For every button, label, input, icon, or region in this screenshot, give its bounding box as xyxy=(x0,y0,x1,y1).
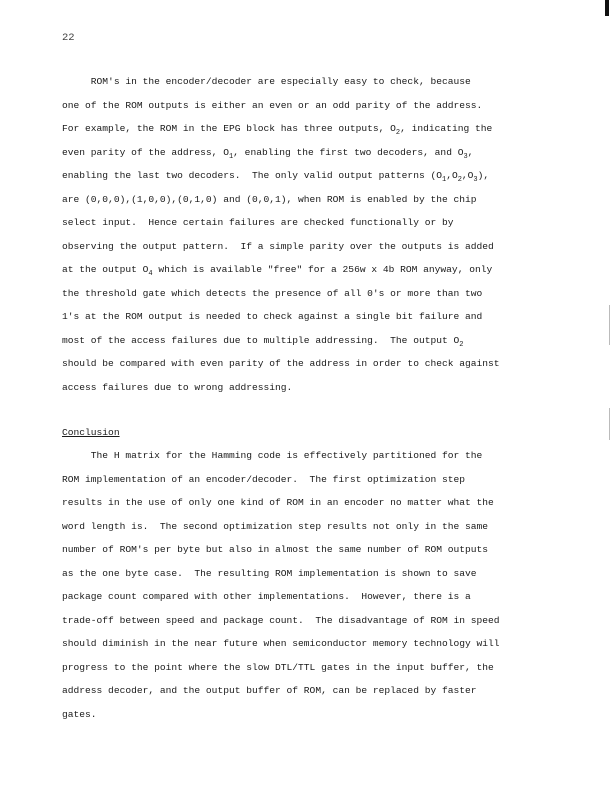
text-segment: which is available "free" for a 256w x 4b ROM anyway, only xyxy=(152,264,493,275)
text-line xyxy=(62,122,592,136)
text-segment: even parity of the address, O xyxy=(62,146,229,158)
margin-scan-mark xyxy=(609,305,610,345)
text-line xyxy=(62,263,592,277)
text-line xyxy=(62,357,592,371)
text-segment: , xyxy=(467,146,474,158)
text-segment: ROM implementation of an encoder/decoder. The first optimization step xyxy=(62,473,466,485)
text-segment: at the output O xyxy=(62,264,149,275)
text-line xyxy=(62,520,592,534)
text-line xyxy=(62,240,592,254)
text-segment: progress to the point where the slow DTL/TTL gates in the input buffer, the xyxy=(62,661,494,673)
text-segment: ), xyxy=(477,170,490,181)
subscript: 4 xyxy=(148,270,153,278)
text-segment: ROM's in the encoder/decoder are especially easy to check, because xyxy=(62,76,471,87)
text-line xyxy=(62,146,592,160)
text-line xyxy=(62,567,592,581)
text-segment: ,O xyxy=(446,170,458,181)
text-segment: as the one byte case. The resulting ROM implementation is shown to save xyxy=(62,567,477,579)
text-segment: should be compared with even parity of the address in order to check against xyxy=(62,358,500,369)
text-line xyxy=(62,381,592,395)
text-segment: , indicating the xyxy=(400,123,493,134)
text-line xyxy=(62,708,592,722)
page-number: 22 xyxy=(62,32,75,44)
text-segment: number of ROM's per byte but also in almost the same number of ROM outputs xyxy=(62,544,489,555)
text-line xyxy=(62,75,592,89)
text-segment: , enabling the first two decoders, and O xyxy=(233,146,464,158)
text-line xyxy=(62,590,592,604)
text-line xyxy=(62,637,592,651)
section-heading: Conclusion xyxy=(62,427,120,438)
text-segment: are (0,0,0),(1,0,0),(0,1,0) and (0,0,1), when ROM is enabled by the chip xyxy=(62,193,477,205)
subscript: 2 xyxy=(457,176,462,184)
text-line xyxy=(62,216,592,230)
text-line xyxy=(62,614,592,628)
text-segment: 1's at the ROM output is needed to check against a single bit failure and xyxy=(62,311,483,322)
text-segment: package count compared with other implementations. However, there is a xyxy=(62,591,471,602)
text-segment: ,O xyxy=(461,170,474,181)
text-line xyxy=(62,449,592,463)
text-segment: word length is. The second optimization step results not only in the same xyxy=(62,520,489,532)
text-segment: trade-off between speed and package count. The disadvantage of ROM in speed xyxy=(62,614,500,626)
text-line xyxy=(62,169,592,183)
text-segment: select input. Hence certain failures are checked functionally or by xyxy=(62,217,454,228)
text-segment: one of the ROM outputs is either an even or an odd parity of the address. xyxy=(62,99,483,111)
text-line xyxy=(62,334,592,348)
text-line xyxy=(62,193,592,207)
subscript: 3 xyxy=(473,176,478,184)
text-line xyxy=(62,99,592,113)
text-line xyxy=(62,496,592,510)
page-edge-mark xyxy=(605,0,609,16)
text-line xyxy=(62,684,592,698)
text-line xyxy=(62,310,592,324)
text-segment: gates. xyxy=(62,708,97,720)
text-segment: should diminish in the near future when semiconductor memory technology will xyxy=(62,638,500,649)
text-segment: The H matrix for the Hamming code is effectively partitioned for the xyxy=(62,450,483,461)
margin-scan-mark xyxy=(609,408,610,440)
text-segment: enabling the last two decoders. The only valid output patterns (O xyxy=(62,170,442,181)
subscript: 1 xyxy=(441,176,447,184)
text-line xyxy=(62,287,592,301)
text-segment: access failures due to wrong addressing. xyxy=(62,381,293,393)
text-segment: For example, the ROM in the EPG block has three outputs, O xyxy=(62,123,396,134)
text-segment: most of the access failures due to multiple addressing. The output O xyxy=(62,334,460,346)
subscript: 2 xyxy=(459,340,464,349)
text-segment: the threshold gate which detects the presence of all 0's or more than two xyxy=(62,287,483,299)
text-line xyxy=(62,543,592,557)
text-segment: results in the use of only one kind of ROM in an encoder no matter what the xyxy=(62,497,494,508)
text-line xyxy=(62,661,592,675)
text-line xyxy=(62,473,592,487)
text-segment: address decoder, and the output buffer of ROM, can be replaced by faster xyxy=(62,685,477,696)
text-segment: observing the output pattern. If a simple parity over the outputs is added xyxy=(62,240,494,252)
subscript: 1 xyxy=(228,152,234,161)
subscript: 3 xyxy=(463,152,468,161)
subscript: 2 xyxy=(395,129,401,137)
